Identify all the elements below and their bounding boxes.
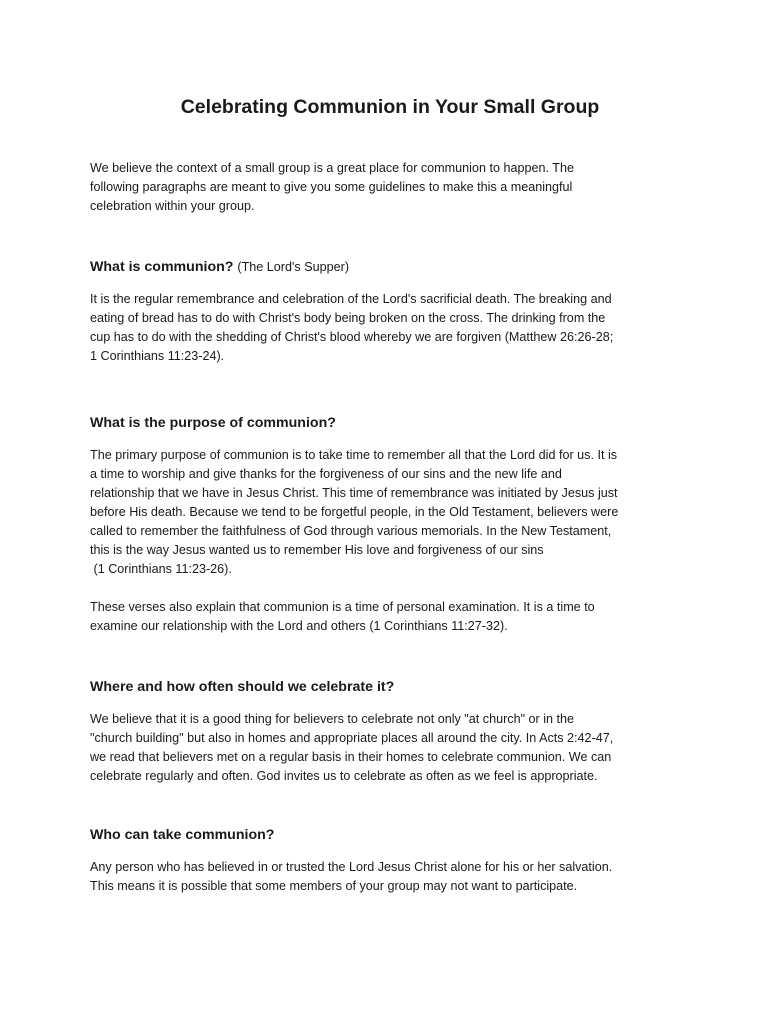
page-title: Celebrating Communion in Your Small Group (180, 96, 600, 118)
section-paragraph (90, 290, 690, 366)
text-line: Any person who has believed in or trusted the Lord Jesus Christ alone for his or her salvation. (90, 860, 613, 874)
text-line: 1 Corinthians 11:23-24). (90, 349, 225, 363)
section-heading-text: What is communion? (90, 259, 234, 275)
intro-paragraph (90, 159, 690, 216)
text-line: (1 Corinthians 11:23-26). (90, 562, 232, 576)
text-line: a time to worship and give thanks for the forgiveness of our sins and the new life and (90, 467, 562, 481)
text-line: we read that believers met on a regular basis in their homes to celebrate communion. We can (90, 750, 612, 764)
section-paragraph (90, 710, 690, 786)
text-line: This means it is possible that some members of your group may not want to participate. (90, 879, 578, 893)
text-line: this is the way Jesus wanted us to remember His love and forgiveness of our sins (90, 543, 544, 557)
section-heading-who-can-take (90, 825, 690, 845)
text-line: examine our relationship with the Lord and others (1 Corinthians 11:27-32). (90, 619, 508, 633)
text-line: before His death. Because we tend to be forgetful people, in the Old Testament, believers were (90, 505, 619, 519)
section-heading-text: Where and how often should we celebrate it? (90, 679, 395, 695)
section-heading-what-is-communion (90, 257, 690, 277)
section-heading-purpose (90, 413, 690, 433)
section-paragraph (90, 446, 690, 579)
section-heading-text: Who can take communion? (90, 827, 275, 843)
section-heading-where-how-often (90, 677, 690, 697)
text-line: It is the regular remembrance and celebration of the Lord's sacrificial death. The breaking and (90, 292, 612, 306)
text-line: We believe the context of a small group is a great place for communion to happen. The (90, 161, 574, 175)
text-line: The primary purpose of communion is to take time to remember all that the Lord did for us. It is (90, 448, 618, 462)
text-line: cup has to do with the shedding of Christ's blood whereby we are forgiven (Matthew 26:26-28; (90, 330, 614, 344)
text-line: called to remember the faithfulness of God through various memorials. In the New Testament, (90, 524, 612, 538)
section-paragraph (90, 858, 690, 896)
section-paragraph (90, 598, 690, 636)
section-heading-subtitle: (The Lord's Supper) (237, 260, 350, 274)
text-line: These verses also explain that communion is a time of personal examination. It is a time to (90, 600, 595, 614)
text-line: We believe that it is a good thing for believers to celebrate not only "at church" or in the (90, 712, 575, 726)
text-line: following paragraphs are meant to give you some guidelines to make this a meaningful (90, 180, 573, 194)
section-heading-text: What is the purpose of communion? (90, 415, 336, 431)
text-line: eating of bread has to do with Christ's body being broken on the cross. The drinking from the (90, 311, 606, 325)
text-line: relationship that we have in Jesus Christ. This time of remembrance was initiated by Jesus just (90, 486, 618, 500)
text-line: celebrate regularly and often. God invites us to celebrate as often as we feel is appropriate. (90, 769, 598, 783)
text-line: celebration within your group. (90, 199, 255, 213)
text-line: "church building" but also in homes and appropriate places all around the city. In Acts 2:42-47, (90, 731, 614, 745)
